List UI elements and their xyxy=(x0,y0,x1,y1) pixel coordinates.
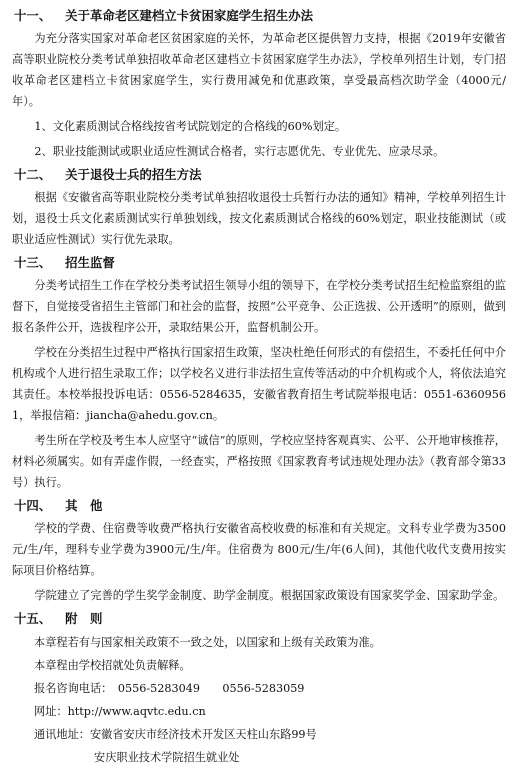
appendix-line: 本章程若有与国家相关政策不一致之处，以国家和上级有关政策为准。 xyxy=(34,636,381,649)
section-11 xyxy=(12,6,506,162)
paragraph: 考生所在学校及考生本人应坚守“诚信”的原则，学校应坚持客观真实、公平、公开地审核推荐，材料必须属实。如有弄虚作假，一经查实，严格按照《国家教育考试违规处理办法》（教育部令第33号）执行。 xyxy=(12,434,506,489)
contact-phone: 报名咨询电话： 0556-5283049 0556-5283059 xyxy=(34,682,305,695)
section-13 xyxy=(12,253,506,493)
section-number: 十二、 xyxy=(14,167,52,182)
section-title: 关于革命老区建档立卡贫困家庭学生招生办法 xyxy=(65,8,313,23)
paragraph: 分类考试招生工作在学校分类考试招生领导小组的领导下，在学校分类考试招生纪检监察组的监督下，自觉接受省招生主管部门和社会的监督，按照“公平竞争、公正选拔、公开透明”的原则，做到报名条件公开，选拔程序公开，录取结果公开，监督机制公开。 xyxy=(12,279,506,334)
section-title: 其 他 xyxy=(65,498,103,513)
section-number: 十四、 xyxy=(14,498,52,513)
section-heading xyxy=(14,609,506,629)
section-number: 十五、 xyxy=(14,611,52,626)
section-14 xyxy=(12,496,506,606)
section-number: 十三、 xyxy=(14,255,52,270)
paragraph: 1、文化素质测试合格线按省考试院划定的合格线的60%划定。 xyxy=(34,120,347,133)
paragraph: 学校在分类招生过程中严格执行国家招生政策，坚决杜绝任何形式的有偿招生，不委托任何中介机构或个人进行招生录取工作；以学校名义进行非法招生宣传等活动的中介机构或个人，将依法追究其责任。本校举报投诉电话：0556-5284635，安徽省教育招生考试院举报电话：0551-63609561，举报信箱：jiancha@ahedu.gov.cn。 xyxy=(12,346,506,422)
paragraph: 2、职业技能测试或职业适应性测试合格者，实行志愿优先、专业优先、应录尽录。 xyxy=(34,145,445,158)
appendix-line: 本章程由学校招就处负责解释。 xyxy=(34,659,191,672)
section-12 xyxy=(12,165,506,250)
section-15 xyxy=(12,609,506,769)
section-title: 招生监督 xyxy=(65,255,115,270)
section-title: 附 则 xyxy=(65,611,103,626)
section-heading xyxy=(14,165,506,185)
paragraph: 根据《安徽省高等职业院校分类考试单独招收退役士兵暂行办法的通知》精神，学校单列招生计划，退役士兵文化素质测试实行单独划线，按文化素质测试合格线的60%划定，职业技能测试（或职业适应性测试）实行优先录取。 xyxy=(12,191,506,246)
website-url[interactable]: 网址：http://www.aqvtc.edu.cn xyxy=(34,705,206,718)
section-number: 十一、 xyxy=(14,8,52,23)
mailing-address: 通讯地址：安徽省安庆市经济技术开发区天柱山东路99号 xyxy=(34,728,317,741)
paragraph: 为充分落实国家对革命老区贫困家庭的关怀，为革命老区提供智力支持，根据《2019年安徽省高等职业院校分类考试单独招收革命老区建档立卡贫困家庭学生办法》，学校单列招生计划，专门招收革命老区建档立卡贫困家庭学生，实行费用减免和优惠政策，享受最高档次助学金（4000元/年）。 xyxy=(12,32,506,108)
office-name: 安庆职业技术学院招生就业处 xyxy=(94,751,240,764)
paragraph: 学校的学费、住宿费等收费严格执行安徽省高校收费的标准和有关规定。文科专业学费为3500元/生/年，理科专业学费为3900元/生/年。住宿费为 800元/生/年(6人间)，其他代收代支费用按实际项目价格结算。 xyxy=(12,522,506,577)
paragraph: 学院建立了完善的学生奖学金制度、助学金制度。根据国家政策设有国家奖学金、国家助学金。 xyxy=(34,589,505,602)
section-heading xyxy=(14,6,506,26)
section-heading xyxy=(14,253,506,273)
section-heading xyxy=(14,496,506,516)
section-title: 关于退役士兵的招生方法 xyxy=(65,167,202,182)
